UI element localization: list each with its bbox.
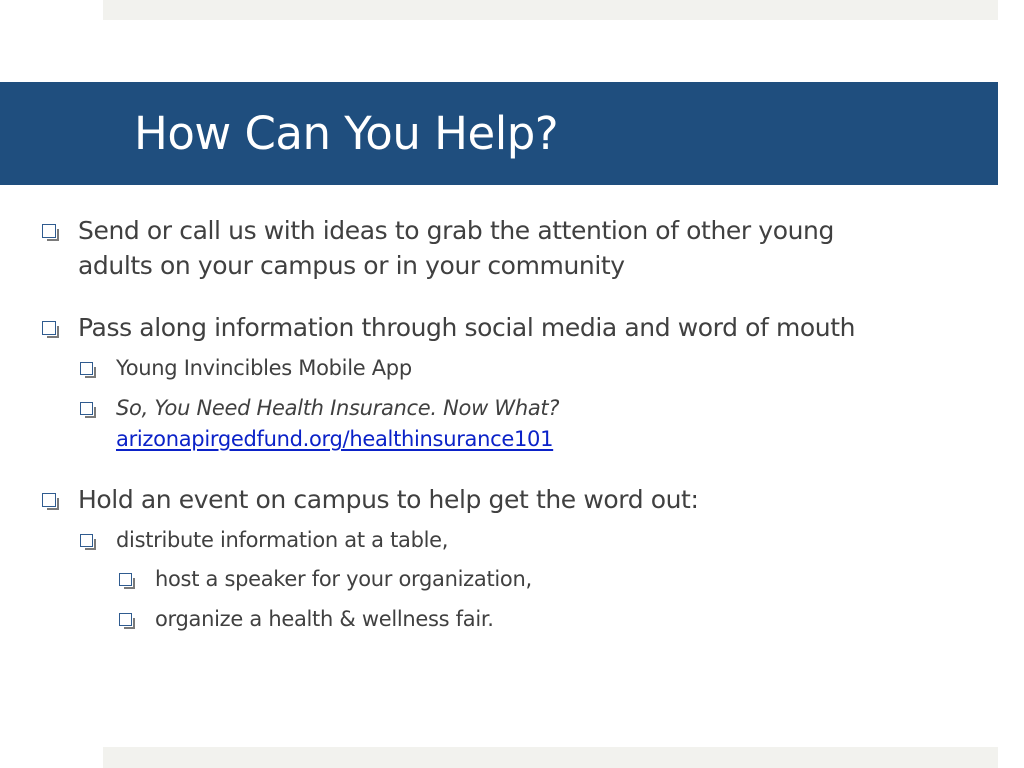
bullet-text: adults on your campus or in your community: [78, 251, 625, 280]
bullet-text: Hold an event on campus to help get the word out:: [78, 485, 699, 514]
slide-title: How Can You Help?: [134, 107, 559, 160]
checkbox-bullet-icon: [42, 321, 56, 335]
checkbox-bullet-icon: [119, 573, 132, 586]
checkbox-bullet-icon: [42, 493, 56, 507]
bullet-text: Send or call us with ideas to grab the attention of other young: [78, 216, 834, 245]
sub-bullet-text: distribute information at a table,: [116, 528, 449, 552]
bullet-text: Pass along information through social media and word of mouth: [78, 313, 856, 342]
checkbox-bullet-icon: [80, 362, 93, 375]
checkbox-bullet-icon: [119, 613, 132, 626]
health-insurance-link[interactable]: arizonapirgedfund.org/healthinsurance101: [116, 427, 554, 451]
checkbox-bullet-icon: [42, 224, 56, 238]
checkbox-bullet-icon: [80, 534, 93, 547]
sub-bullet-text: So, You Need Health Insurance. Now What?: [116, 396, 560, 420]
sub-bullet-text: Young Invincibles Mobile App: [116, 356, 412, 380]
bottom-decorative-band: [103, 747, 998, 768]
checkbox-bullet-icon: [80, 402, 93, 415]
sub-sub-bullet-text: host a speaker for your organization,: [155, 567, 532, 591]
sub-sub-bullet-text: organize a health & wellness fair.: [155, 607, 494, 631]
